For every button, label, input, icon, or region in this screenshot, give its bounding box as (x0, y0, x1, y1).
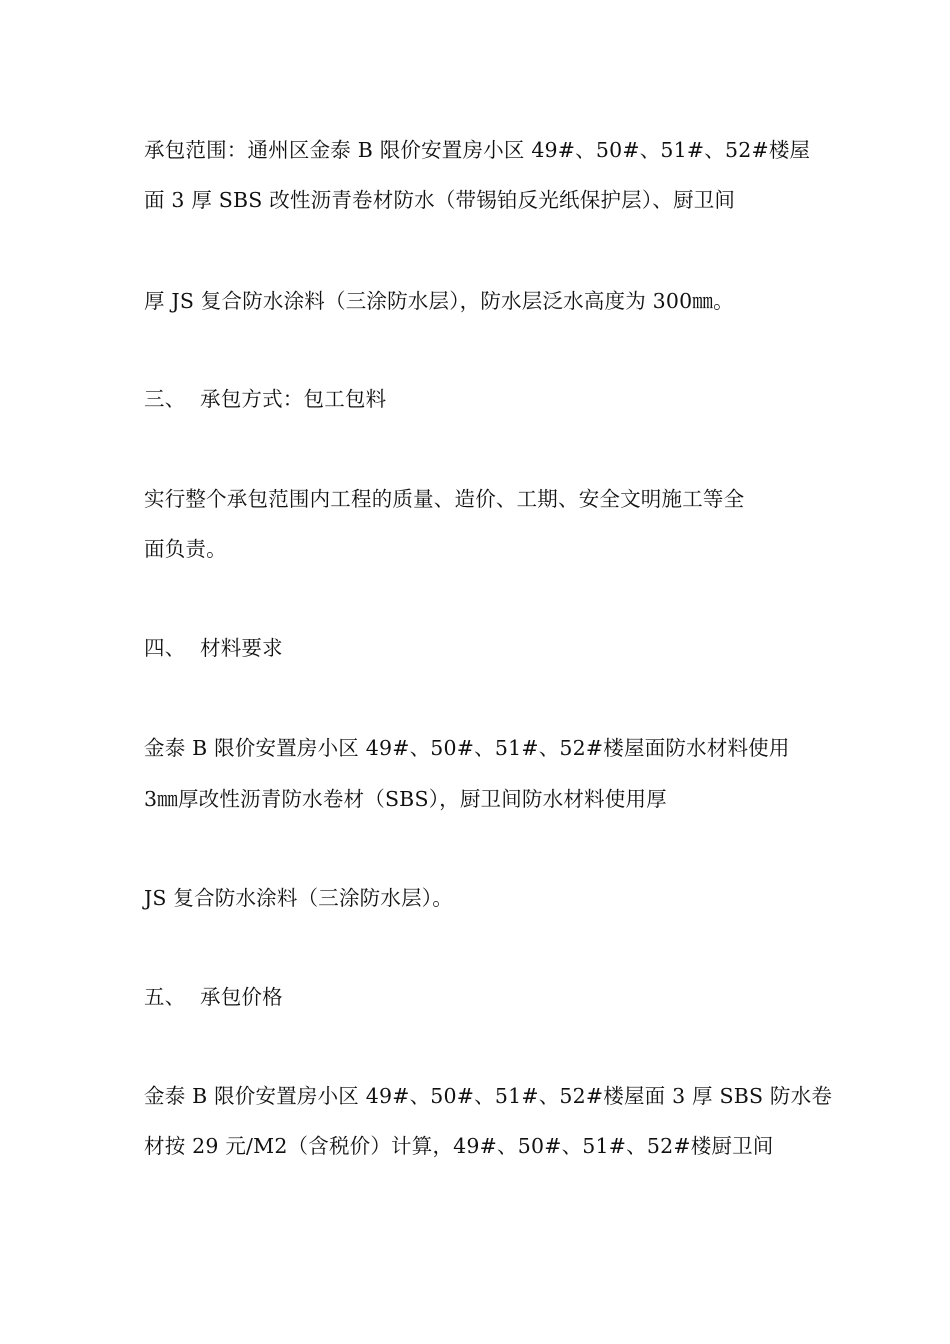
section-3-title: 承包方式：包工包料 (200, 387, 387, 411)
section-5-number: 五、 (144, 985, 186, 1009)
section-5-title: 承包价格 (200, 985, 283, 1009)
section-3-line-2: 面负责。 (144, 537, 227, 561)
section-4-number: 四、 (144, 636, 186, 660)
section-5-line-1: 金泰 B 限价安置房小区 49#、50#、51#、52#楼屋面 3 厚 SBS 防水卷 (144, 1084, 833, 1108)
section-5-heading (144, 983, 824, 1011)
section-4-line-3: JS 复合防水涂料（三涂防水层）。 (144, 886, 453, 910)
section-4-line-2: 3㎜厚改性沥青防水卷材（SBS），厨卫间防水材料使用厚 (144, 787, 667, 811)
section-4-title: 材料要求 (200, 636, 283, 660)
section-4-line-1: 金泰 B 限价安置房小区 49#、50#、51#、52#楼屋面防水材料使用 (144, 736, 790, 760)
section-5-line-2: 材按 29 元/M2（含税价）计算，49#、50#、51#、52#楼厨卫间 (144, 1134, 774, 1158)
scope-line-2: 面 3 厚 SBS 改性沥青卷材防水（带锡铂反光纸保护层）、厨卫间 (144, 188, 736, 212)
section-3-line-1: 实行整个承包范围内工程的质量、造价、工期、安全文明施工等全 (144, 487, 745, 511)
section-4-heading (144, 634, 824, 662)
scope-line-3: 厚 JS 复合防水涂料（三涂防水层），防水层泛水高度为 300㎜。 (144, 289, 734, 313)
section-3-number: 三、 (144, 387, 186, 411)
scope-line-1: 承包范围：通州区金泰 B 限价安置房小区 49#、50#、51#、52#楼屋 (144, 138, 811, 162)
section-3-heading (144, 385, 824, 413)
